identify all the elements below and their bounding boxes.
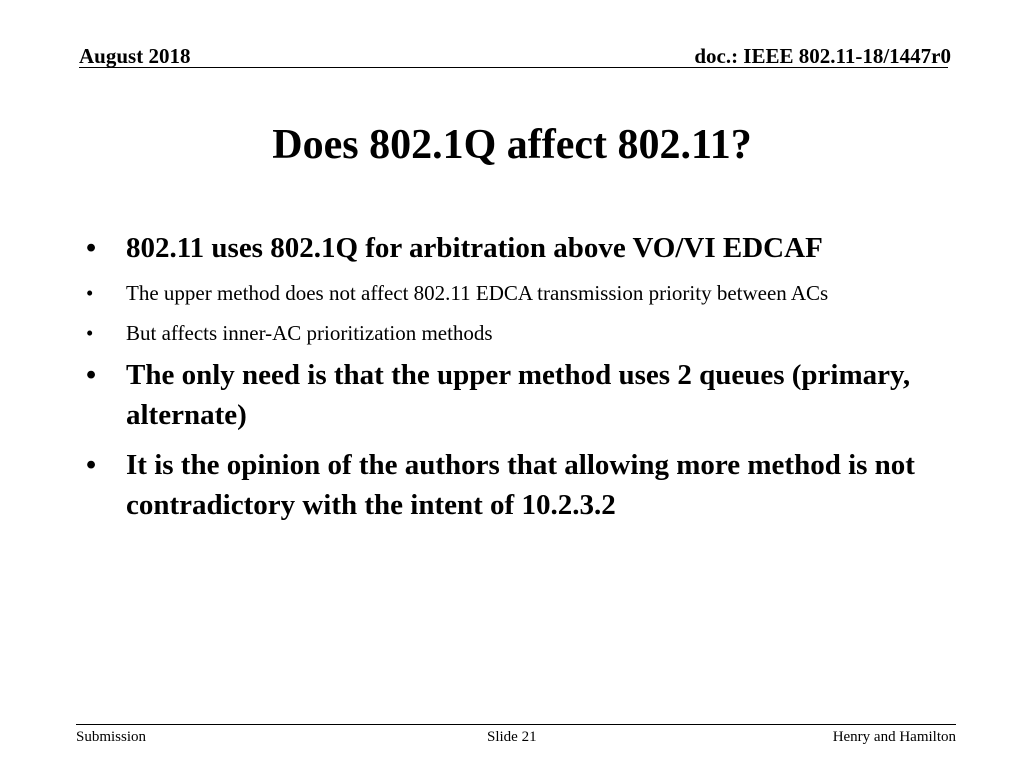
bullet-list [86, 228, 956, 525]
bullet-text: 802.11 uses 802.1Q for arbitration above VO/VI EDCAF [126, 232, 823, 264]
header-date: August 2018 [79, 44, 191, 68]
slide-title: Does 802.1Q affect 802.11? [272, 122, 752, 168]
bullet-item-5 [86, 445, 956, 525]
bullet-text: But affects inner-AC prioritization methods [126, 321, 493, 345]
bullet-item-4 [86, 355, 956, 435]
bullet-item-3 [86, 318, 956, 348]
bullet-text: The only need is that the upper method uses 2 queues (primary, alternate) [126, 359, 911, 431]
bullet-marker: • [86, 281, 94, 305]
bullet-marker: • [86, 232, 97, 264]
header-doc-reference: doc.: IEEE 802.11-18/1447r0 [694, 44, 951, 68]
footer-divider [76, 724, 956, 725]
bullet-text: It is the opinion of the authors that allowing more method is not contradictory with the intent of 10.2.3.2 [126, 449, 915, 521]
bullet-marker: • [86, 449, 97, 481]
header-divider [79, 67, 948, 68]
bullet-item-1 [86, 228, 956, 268]
bullet-text: The upper method does not affect 802.11 EDCA transmission priority between ACs [126, 281, 829, 305]
bullet-item-2 [86, 278, 956, 308]
bullet-marker: • [86, 359, 97, 391]
bullet-marker: • [86, 321, 94, 345]
footer-slide-number: Slide 21 [487, 729, 537, 745]
footer-authors: Henry and Hamilton [832, 729, 956, 745]
footer-submission: Submission [76, 729, 147, 745]
